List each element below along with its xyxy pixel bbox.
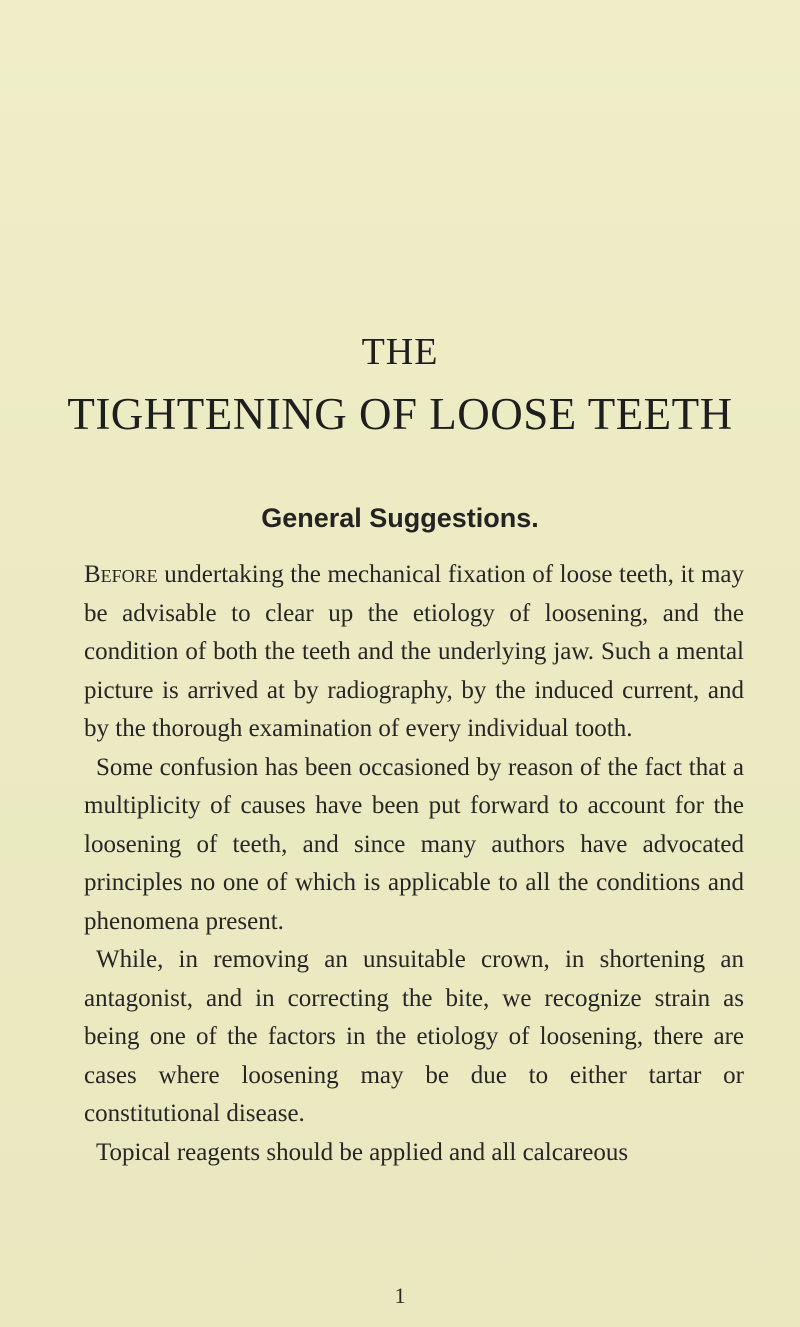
- title-line-1: THE: [361, 331, 439, 373]
- paragraph-1-text: undertaking the mechanical fixation of loose teeth, it may be advisable to clear up the etiology of loosening, and the condition of both the teeth and the underlying jaw. Such a mental picture is arrived at by radiography, by the induced current, and by the thorough examination of every individual tooth.: [84, 561, 744, 742]
- book-title: TIGHTENING OF LOOSE TEETH: [67, 389, 733, 439]
- paragraph-2: Some confusion has been occasioned by reason of the fact that a multiplicity of causes have been put forward to account for the loosening of teeth, and since many authors have advocated principles no one of which is applicable to all the conditions and phenomena present.: [84, 753, 744, 935]
- paragraph-1: [84, 556, 744, 749]
- paragraph-3: While, in removing an unsuitable crown, in shortening an antagonist, and in correcting the bite, we recognize strain as being one of the factors in the etiology of loosening, there are cases where loosening may be due to either tartar or constitutional disease.: [84, 946, 744, 1127]
- page-number: 1: [394, 1283, 406, 1308]
- paragraph-lead-word: Before: [84, 561, 158, 588]
- section-heading: General Suggestions.: [261, 503, 539, 533]
- body-text: [84, 556, 744, 1172]
- paragraph-4: Topical reagents should be applied and all calcareous: [96, 1138, 629, 1166]
